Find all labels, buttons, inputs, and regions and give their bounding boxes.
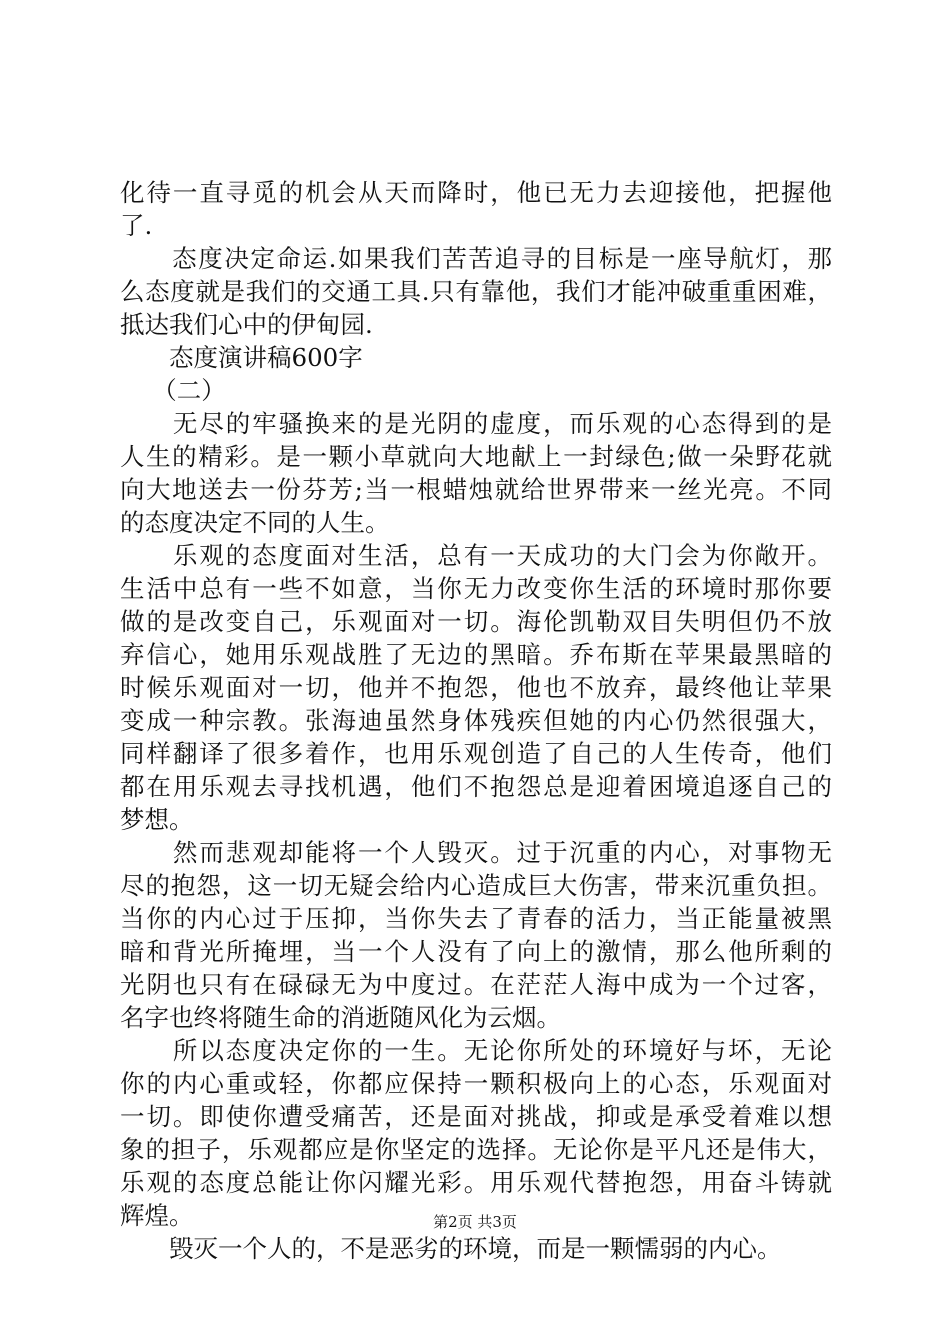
text-line: 当你的内心过于压抑，当你失去了青春的活力，当正能量被黑 bbox=[120, 904, 832, 933]
text-line: 光阴也只有在碌碌无为中度过。在茫茫人海中成为一个过客， bbox=[120, 970, 832, 999]
document-body bbox=[120, 176, 832, 1265]
text-line: 人生的精彩。是一颗小草就向大地献上一封绿色;做一朵野花就 bbox=[120, 442, 832, 471]
text-line: 生活中总有一些不如意，当你无力改变你生活的环境时那你要 bbox=[120, 574, 832, 603]
text-line: 乐观的态度面对生活，总有一天成功的大门会为你敞开。 bbox=[120, 541, 832, 570]
text-line: 时候乐观面对一切，他并不抱怨，他也不放弃，最终他让苹果 bbox=[120, 673, 832, 702]
text-line: （二） bbox=[120, 376, 226, 405]
text-line: 所以态度决定你的一生。无论你所处的环境好与坏，无论 bbox=[120, 1036, 832, 1065]
text-line: 抵达我们心中的伊甸园. bbox=[120, 310, 373, 339]
text-line: 了. bbox=[120, 211, 153, 240]
text-line: 象的担子，乐观都应是你坚定的选择。无论你是平凡还是伟大， bbox=[120, 1135, 832, 1164]
text-line: 辉煌。 bbox=[120, 1201, 194, 1230]
text-line: 态度演讲稿600字 bbox=[120, 343, 363, 372]
text-line: 你的内心重或轻，你都应保持一颗积极向上的心态，乐观面对 bbox=[120, 1069, 832, 1098]
text-line: 梦想。 bbox=[120, 805, 194, 834]
text-line: 变成一种宗教。张海迪虽然身体残疾但她的内心仍然很强大， bbox=[120, 706, 832, 735]
text-line: 弃信心，她用乐观战胜了无边的黑暗。乔布斯在苹果最黑暗的 bbox=[120, 640, 832, 669]
text-line: 做的是改变自己，乐观面对一切。海伦凯勒双目失明但仍不放 bbox=[120, 607, 832, 636]
text-line: 么态度就是我们的交通工具.只有靠他，我们才能冲破重重困难， bbox=[120, 277, 832, 306]
text-line: 一切。即使你遭受痛苦，还是面对挑战，抑或是承受着难以想 bbox=[120, 1102, 832, 1131]
text-line: 名字也终将随生命的消逝随风化为云烟。 bbox=[120, 1003, 561, 1032]
text-line: 都在用乐观去寻找机遇，他们不抱怨总是迎着困境追逐自己的 bbox=[120, 772, 832, 801]
text-line: 态度决定命运.如果我们苦苦追寻的目标是一座导航灯，那 bbox=[120, 244, 832, 273]
text-line: 尽的抱怨，这一切无疑会给内心造成巨大伤害，带来沉重负担。 bbox=[120, 871, 832, 900]
text-line: 暗和背光所掩埋，当一个人没有了向上的激情，那么他所剩的 bbox=[120, 937, 832, 966]
text-line: 然而悲观却能将一个人毁灭。过于沉重的内心，对事物无 bbox=[120, 838, 832, 867]
text-line: 同样翻译了很多着作，也用乐观创造了自己的人生传奇，他们 bbox=[120, 739, 832, 768]
text-line: 化待一直寻觅的机会从天而降时，他已无力去迎接他，把握他 bbox=[120, 178, 832, 207]
text-line: 无尽的牢骚换来的是光阴的虚度，而乐观的心态得到的是 bbox=[120, 409, 832, 438]
text-line: 的态度决定不同的人生。 bbox=[120, 508, 390, 537]
page-footer: 第2页 共3页 bbox=[433, 1213, 517, 1231]
text-line: 乐观的态度总能让你闪耀光彩。用乐观代替抱怨，用奋斗铸就 bbox=[120, 1168, 832, 1197]
text-line: 向大地送去一份芬芳;当一根蜡烛就给世界带来一丝光亮。不同 bbox=[120, 475, 832, 504]
text-line: 毁灭一个人的，不是恶劣的环境，而是一颗懦弱的内心。 bbox=[120, 1234, 782, 1263]
